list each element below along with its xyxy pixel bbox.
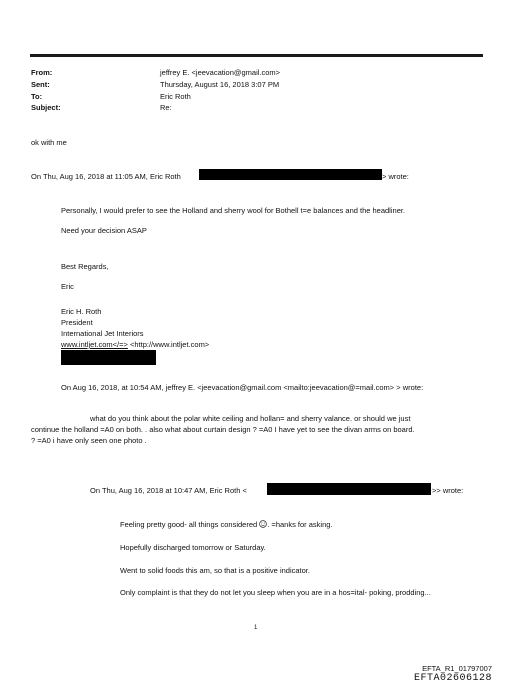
msg2-line3: ? =A0 i have only seen one photo .: [31, 436, 147, 445]
signature-name: Eric H. Roth: [61, 307, 102, 316]
quote2-intro: On Aug 16, 2018, at 10:54 AM, jeffrey E. <jeevacation@gmail.com <mailto:jeevacation@=mail.com> > wrote:: [61, 383, 424, 392]
from-value: jeffrey E. <jeevacation@gmail.com>: [160, 68, 281, 77]
msg2-line2: continue the holland =A0 on both. . also what about curtain design ? =A0 I have yet to see the divan arms on board.: [31, 425, 415, 434]
header-rule: [30, 54, 483, 57]
from-label: From:: [31, 68, 53, 77]
msg1-paragraph1: Personally, I would prefer to see the Holland and sherry wool for Bothell t=e balances and the headliner.: [61, 206, 406, 215]
subject-value: Re:: [160, 103, 172, 112]
page-number: 1: [254, 625, 258, 631]
quote3-wrote: >> wrote:: [432, 486, 464, 495]
signature-company: International Jet Interiors: [61, 329, 144, 338]
msg3-paragraph2: Hopefully discharged tomorrow or Saturday.: [120, 543, 266, 552]
sent-label: Sent:: [31, 80, 50, 89]
msg3-paragraph4: Only complaint is that they do not let you sleep when you are in a hos=ital- poking, prodding...: [120, 588, 431, 597]
signature-regards: Best Regards,: [61, 262, 109, 271]
redaction-block: [267, 483, 431, 495]
signature-website: [61, 340, 209, 349]
msg3-paragraph1-end: . =hanks for asking.: [267, 520, 333, 529]
signature-website-link[interactable]: www.intljet.com</=>: [61, 340, 128, 349]
reply-text: ok with me: [31, 138, 67, 147]
to-value: Eric Roth: [160, 92, 191, 101]
to-label: To:: [31, 92, 43, 101]
bates-number-small: EFTA_R1_01797007: [422, 664, 492, 673]
redaction-block: [61, 350, 156, 365]
quote1-intro: On Thu, Aug 16, 2018 at 11:05 AM, Eric Roth: [31, 172, 181, 181]
msg3-paragraph3: Went to solid foods this am, so that is a positive indicator.: [120, 566, 310, 575]
redaction-block: [199, 169, 382, 180]
msg3-paragraph1-start: Feeling pretty good- all things considered: [120, 520, 258, 529]
quote3-intro: On Thu, Aug 16, 2018 at 10:47 AM, Eric Roth <: [90, 486, 247, 495]
msg2-line1: what do you think about the polar white ceiling and hollan= and sherry valance. or should we just: [90, 414, 411, 423]
subject-label: Subject:: [31, 103, 61, 112]
msg1-paragraph2: Need your decision ASAP: [61, 226, 147, 235]
bates-number-large: EFTA02606128: [413, 673, 492, 684]
signature-title: President: [61, 318, 93, 327]
quote1-wrote: > wrote:: [382, 172, 409, 181]
sent-value: Thursday, August 16, 2018 3:07 PM: [160, 80, 280, 89]
signature-website-url: <http://www.intljet.com>: [127, 340, 210, 349]
msg3-paragraph1: [120, 520, 333, 530]
signature-first-name: Eric: [61, 282, 74, 291]
